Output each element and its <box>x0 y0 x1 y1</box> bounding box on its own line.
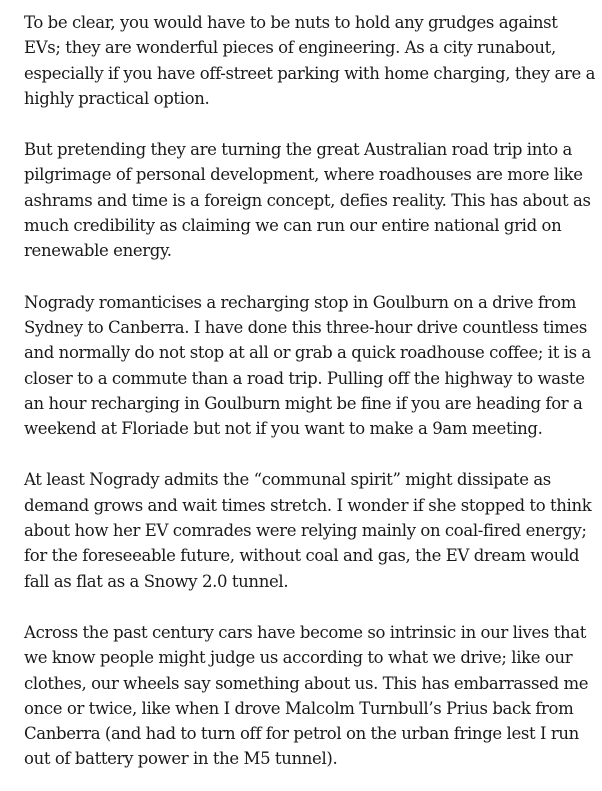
paragraph-communal-spirit: At least Nogrady admits the “communal spirit” might dissipate as demand grows and wait times stretch. I wonder if she stopped to think about how her EV comrades were relying mainly on coal-fired energy; for the foreseeable future, without coal and gas, the EV dream would fall as flat as a Snowy 2.0 tunnel. <box>24 470 592 591</box>
article-body <box>24 10 596 772</box>
paragraph-road-trip: But pretending they are turning the great Australian road trip into a pilgrimage of personal development, where roadhouses are more like ashrams and time is a foreign concept, defies reality. This has about as much credibility as claiming we can run our entire national grid on renewable energy. <box>24 140 591 261</box>
paragraph-ev-engineering: To be clear, you would have to be nuts to hold any grudges against EVs; they are wonderful pieces of engineering. As a city runabout, especially if you have off-street parking with home charging, they are a highly practical option. <box>24 13 596 108</box>
paragraph-goulburn-stop: Nogrady romanticises a recharging stop in Goulburn on a drive from Sydney to Canberra. I have done this three-hour drive countless times and normally do not stop at all or grab a quick roadhouse coffee; it is a closer to a commute than a road trip. Pulling off the highway to waste an hour recharging in Goulburn might be fine if you are heading for a weekend at Floriade but not if you want to make a 9am meeting. <box>24 292 591 439</box>
paragraph-cars-identity: Across the past century cars have become so intrinsic in our lives that we know people might judge us according to what we drive; like our clothes, our wheels say something about us. This has embarrassed me once or twice, like when I drove Malcolm Turnbull’s Prius back from Canberra (and had to turn off for petrol on the urban fringe lest I run out of battery power in the M5 tunnel). <box>24 622 589 769</box>
